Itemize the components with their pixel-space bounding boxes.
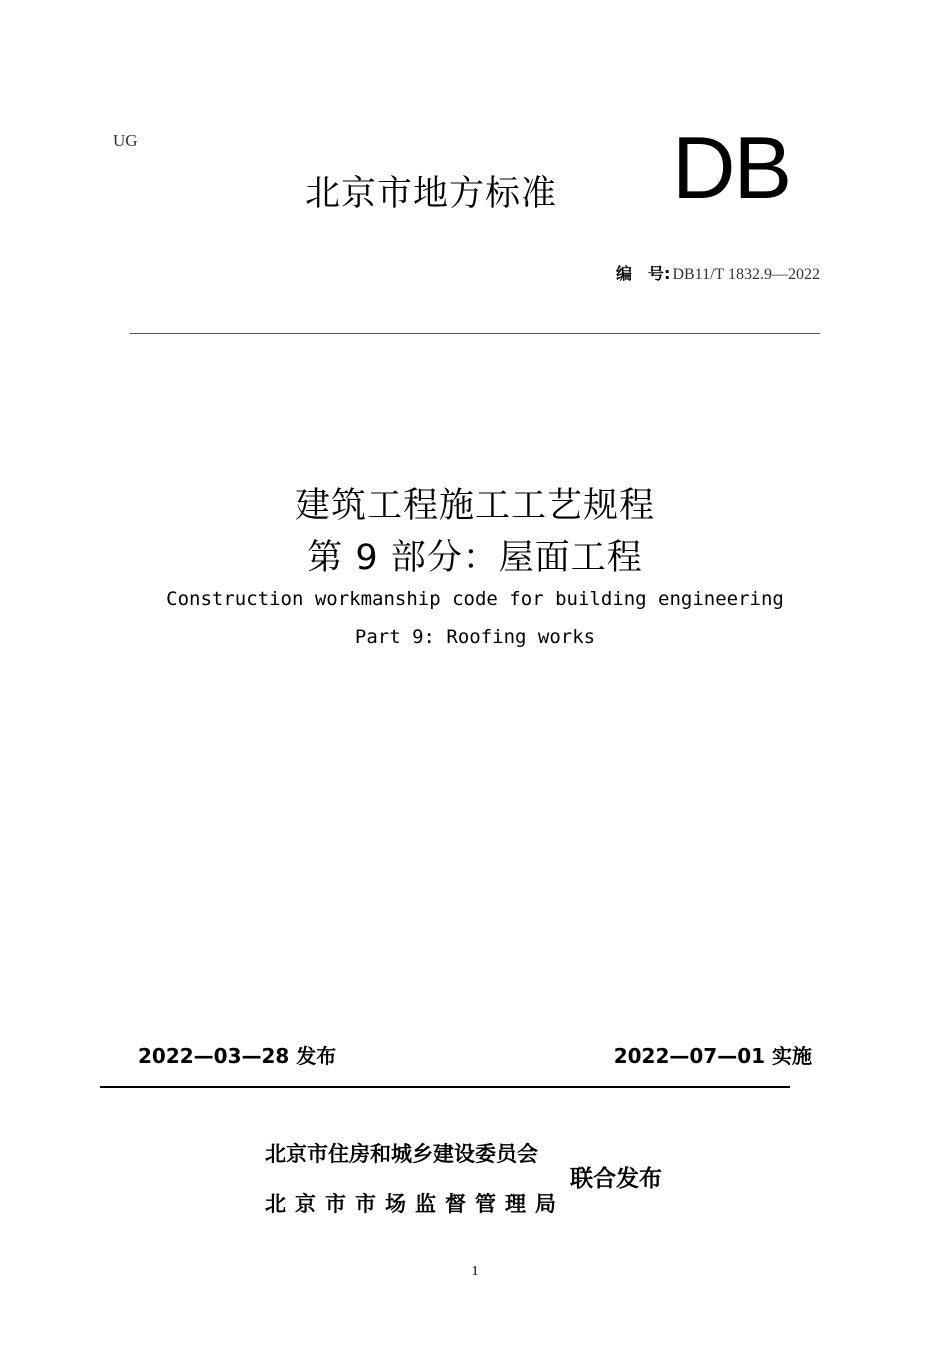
issuer-market-supervision: 北京市市场监督管理局 — [265, 1192, 565, 1216]
issue-date: 2022—03—28 发布 — [138, 1044, 337, 1068]
footer-divider — [100, 1086, 790, 1088]
standard-code-label: 编 号: — [616, 264, 671, 283]
classification-code: UG — [113, 131, 138, 150]
db-mark: DB — [672, 118, 791, 217]
standard-code — [616, 261, 820, 284]
header-divider — [130, 333, 820, 334]
title-cn: 建筑工程施工工艺规程 — [294, 486, 655, 526]
title-en: Construction workmanship code for building engineering — [166, 588, 784, 610]
standard-code-value: DB11/T 1832.9—2022 — [672, 266, 820, 283]
subtitle-cn: 第 9 部分：屋面工程 — [307, 538, 643, 578]
joint-release-label: 联合发布 — [570, 1166, 662, 1192]
page-number: 1 — [471, 1264, 479, 1279]
issuer-housing-commission: 北京市住房和城乡建设委员会 — [265, 1142, 538, 1166]
standard-type: 北京市地方标准 — [305, 174, 558, 214]
subtitle-en: Part 9: Roofing works — [354, 626, 596, 648]
implementation-date: 2022—07—01 实施 — [613, 1044, 812, 1068]
